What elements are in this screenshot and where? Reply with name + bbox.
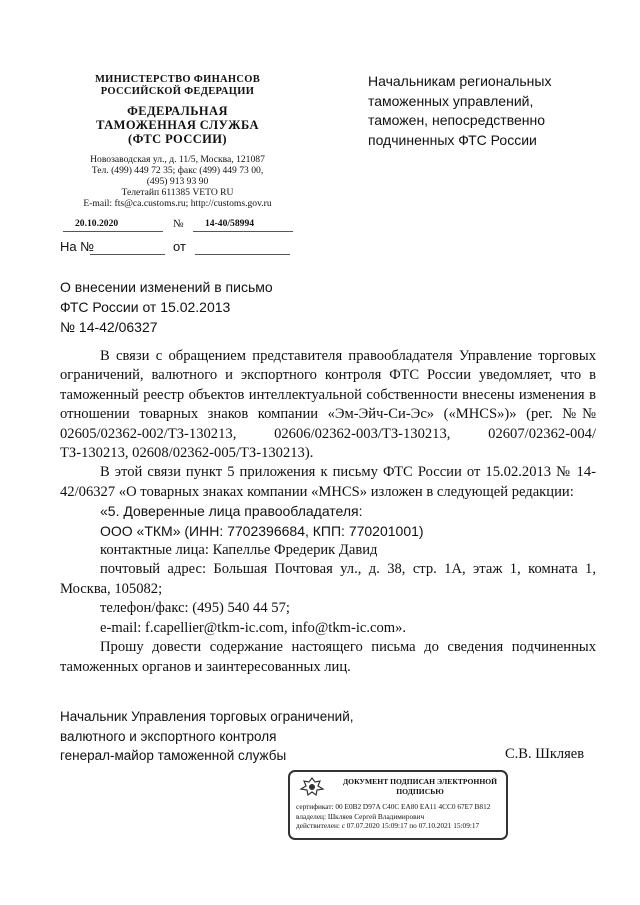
registration-row <box>55 218 300 234</box>
recipient-block: Начальникам региональных таможенных управлений, таможен, непосредственно подчиненных ФТС России <box>368 73 552 148</box>
registration-date: 20.10.2020 <box>75 218 119 229</box>
quoted-line: ООО «ТКМ» (ИНН: 7702396684, КПП: 770201001) <box>100 522 424 539</box>
signer-position: Начальник Управления торговых ограничений, валютного и экспортного контроля генерал-майор таможенной службы <box>60 709 354 763</box>
quoted-line: e-mail: f.capellier@tkm-ic.com, info@tkm-ic.com». <box>100 619 407 636</box>
stamp-title: ДОКУМЕНТ ПОДПИСАН ЭЛЕКТРОННОЙ ПОДПИСЬЮ <box>342 777 498 796</box>
number-underline <box>193 231 293 232</box>
date-underline <box>63 231 163 232</box>
quoted-line: «5. Доверенные лица правообладателя: <box>100 503 363 520</box>
stamp-details <box>296 802 504 831</box>
service-name: ФЕДЕРАЛЬНАЯ ТАМОЖЕННАЯ СЛУЖБА (ФТС РОССИИ) <box>96 104 259 146</box>
body-paragraph: В связи с обращением представителя правообладателя Управление торговых ограничений, валютного и экспортного контроля ФТС России уведомляет, что в таможенный реестр объектов интеллектуальной собственности внесены изменения в отношении товарных знаков компании «Эм-Эйч-Си-Эс» («MHCS»)» (рег. №№ 02605/02362-002/ТЗ-130213, 02606/02362-003/ТЗ-130213, 02607/02362-004/ТЗ-130213, 02608/02362-005/ТЗ-130213). <box>60 348 596 462</box>
letter-body <box>60 347 596 677</box>
reference-number-line <box>90 254 165 255</box>
quoted-line: почтовый адрес: Большая Почтовая ул., д. 38, стр. 1А, этаж 1, комната 1, Москва, 105082; <box>60 561 596 597</box>
body-paragraph: В этой связи пункт 5 приложения к письму ФТС России от 15.02.2013 № 14-42/06327 «О товарных знаках компании «MHCS» изложен в следующей редакции: <box>60 464 596 500</box>
signer-name: С.В. Шкляев <box>505 746 585 762</box>
quoted-line: контактные лица: Капеллье Фредерик Давид <box>100 542 378 559</box>
contact-block: Новозаводская ул., д. 11/5, Москва, 121087 Тел. (499) 449 72 35; факс (499) 449 73 00, (495) 913 93 90 Телетайп 611385 VETO RU E-mail: fts@ca.customs.ru; http://customs.gov.ru <box>83 154 272 209</box>
letterhead <box>55 74 300 209</box>
emblem-icon <box>298 776 326 798</box>
subject-block: О внесении изменений в письмо ФТС России от 15.02.2013 № 14-42/06327 <box>60 279 273 335</box>
stamp-validity: действителен: с 07.07.2020 15:09:17 по 07.10.2021 15:09:17 <box>296 821 480 830</box>
reference-date-line <box>195 254 290 255</box>
body-paragraph: Прошу довести содержание настоящего письма до сведения подчиненных таможенных органов и заинтересованных лиц. <box>60 639 596 675</box>
e-signature-stamp <box>288 770 508 840</box>
quoted-line: телефон/факс: (495) 540 44 57; <box>100 600 290 617</box>
stamp-owner: владелец: Шкляев Сергей Владимирович <box>296 811 425 821</box>
reference-date-label: от <box>173 239 186 254</box>
registration-number: 14-40/58994 <box>205 218 255 229</box>
stamp-certificate: сертификат: 00 E0B2 D97A C40C EA80 EA11 4CC0 67E7 B812 <box>296 802 491 811</box>
reference-row <box>60 239 320 259</box>
registration-number-label: № <box>173 218 184 230</box>
ministry-name: МИНИСТЕРСТВО ФИНАНСОВ РОССИЙСКОЙ ФЕДЕРАЦИИ <box>94 74 261 97</box>
reference-number-label: На № <box>60 239 95 254</box>
